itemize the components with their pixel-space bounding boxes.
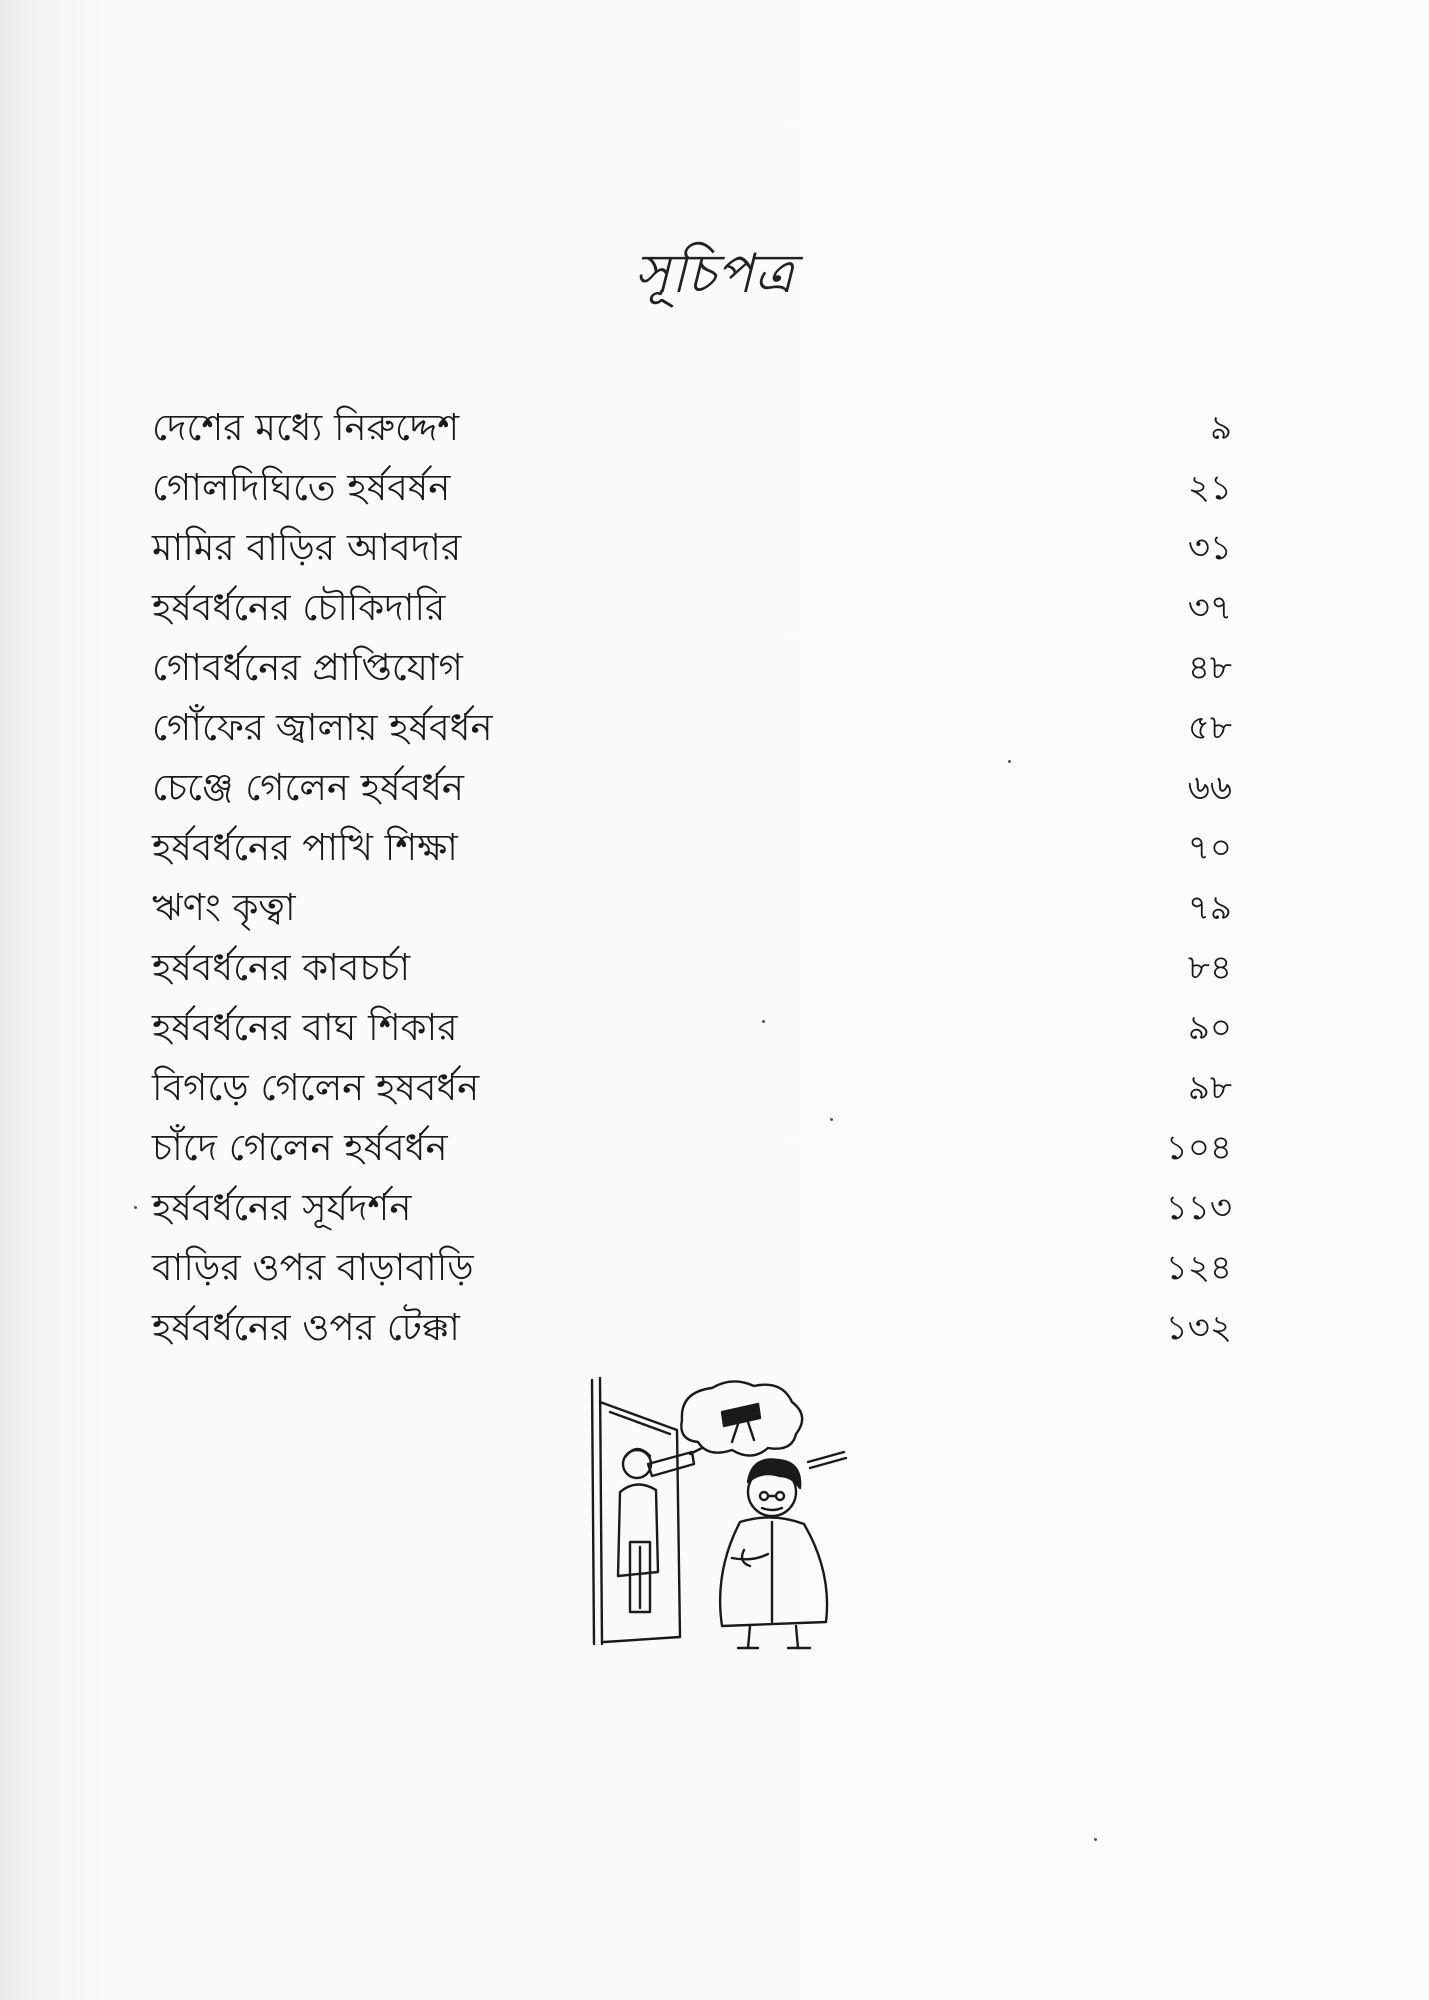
- toc-entry: [152, 1058, 1232, 1118]
- toc-entry: [152, 518, 1232, 578]
- toc-entry: [152, 1118, 1232, 1178]
- toc-entry-page: ২১: [1187, 468, 1232, 508]
- toc-entry-page: ৯: [1209, 408, 1232, 448]
- toc-entry-page: ৯৮: [1187, 1068, 1232, 1108]
- toc-entry-page: ৩১: [1187, 528, 1232, 568]
- toc-entry: [152, 878, 1232, 938]
- scan-speck: [1008, 760, 1011, 763]
- toc-entry-title: গোলদিঘিতে হর্ষবর্ষন: [152, 466, 451, 509]
- toc-entry: [152, 1178, 1232, 1238]
- toc-entry-page: ৭৯: [1187, 888, 1232, 928]
- toc-entry-page: ৯০: [1187, 1008, 1232, 1048]
- toc-entry-page: ৩৭: [1187, 588, 1232, 628]
- toc-entry-page: ৪৮: [1187, 648, 1232, 688]
- toc-entry-title: হর্ষবর্ধনের চৌকিদারি: [152, 586, 446, 629]
- toc-entry: [152, 638, 1232, 698]
- toc-entry-title: চেঞ্জে গেলেন হর্ষবর্ধন: [152, 766, 465, 809]
- toc-entry-page: ৮৪: [1187, 948, 1232, 988]
- toc-entry-title: ঋণং কৃত্বা: [152, 886, 296, 929]
- cartoon-men-telescope-icon: [582, 1372, 852, 1652]
- toc-entry: [152, 398, 1232, 458]
- toc-entry: [152, 818, 1232, 878]
- toc-entry-page: ১১৩: [1165, 1188, 1232, 1228]
- scan-speck: [762, 1020, 765, 1023]
- toc-entry: [152, 1238, 1232, 1298]
- toc-entry-title: হর্ষবর্ধনের বাঘ শিকার: [152, 1006, 458, 1049]
- toc-entry-page: ৬৬: [1187, 768, 1232, 808]
- toc-entry-page: ৭০: [1187, 828, 1232, 868]
- toc-entry-title: গোবর্ধনের প্রাপ্তিযোগ: [152, 646, 463, 689]
- toc-entry: [152, 998, 1232, 1058]
- toc-entry: [152, 938, 1232, 998]
- toc-entry: [152, 758, 1232, 818]
- toc-entry-title: বিগড়ে গেলেন হষবর্ধন: [152, 1066, 480, 1109]
- toc-entry-title: মামির বাড়ির আবদার: [152, 526, 462, 569]
- toc-entry-page: ১৩২: [1165, 1308, 1232, 1348]
- scan-speck: [830, 1118, 833, 1121]
- toc-entry-title: হর্ষবর্ধনের পাখি শিক্ষা: [152, 826, 458, 869]
- page-title: সূচিপত্র: [634, 242, 795, 305]
- toc-entry: [152, 458, 1232, 518]
- scan-speck: [134, 1206, 137, 1209]
- toc-entry: [152, 1298, 1232, 1358]
- toc-entry-title: হর্ষবর্ধনের ওপর টেক্কা: [152, 1306, 460, 1349]
- toc-entry-title: বাড়ির ওপর বাড়াবাড়ি: [152, 1246, 474, 1289]
- toc-entry-page: ১২৪: [1165, 1248, 1232, 1288]
- toc-entry: [152, 698, 1232, 758]
- toc-entry-title: হর্ষবর্ধনের কাবচর্চা: [152, 946, 411, 989]
- toc-entry-page: ১০৪: [1165, 1128, 1232, 1168]
- toc-entry-page: ৫৮: [1187, 708, 1232, 748]
- toc-entry-title: হর্ষবর্ধনের সূর্যদর্শন: [152, 1186, 412, 1229]
- table-of-contents: [152, 398, 1232, 1358]
- scan-speck: [1094, 1838, 1097, 1841]
- toc-entry: [152, 578, 1232, 638]
- toc-entry-title: চাঁদে গেলেন হর্ষবর্ধন: [152, 1126, 448, 1169]
- toc-entry-title: দেশের মধ্যে নিরুদ্দেশ: [152, 406, 460, 449]
- toc-entry-title: গোঁফের জ্বালায় হর্ষবর্ধন: [152, 706, 493, 749]
